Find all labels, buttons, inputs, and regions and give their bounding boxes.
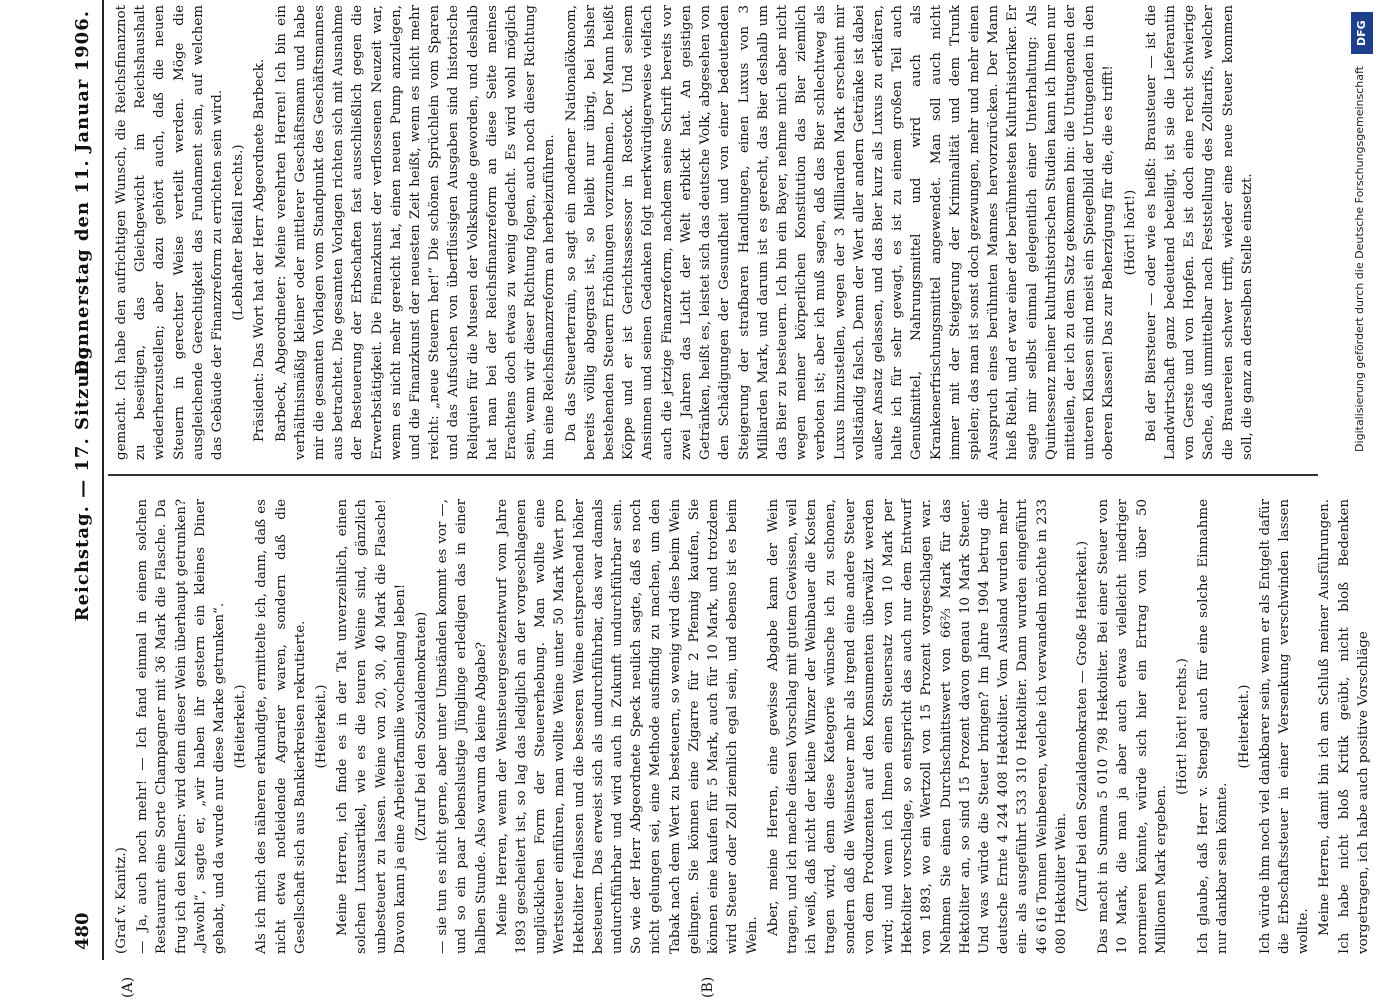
paragraph: Bei der Biersteuer — oder wie es heißt: Brausteuer — ist die Landwirtschaft ganz bedeutend beteiligt, ist sie die Lieferantin von Gerste und von Hopfen. Es ist doch eine recht schwierige Sache, daß unmittelbar nach Feststellung des Zolltarifs, welcher die Brauereien schwer trifft, wieder eine neue Steuer kommen soll, die ganz an derselben Stelle einsetzt. <box>1143 5 1255 460</box>
paragraph: — sie tun es nicht gerne, aber unter Umständen kommt es vor —, und so ein paar lebenslustige Jünglinge erledigen das in einer halben Stunde. Also warum da keine Abgabe? <box>435 499 489 954</box>
funding-stamp <box>1351 6 1373 986</box>
margin-mark-a: (A) <box>120 976 136 998</box>
interjection: (Zuruf bei den Sozialdemokraten — Große Heiterkeit.) <box>1074 540 1090 913</box>
header-rule <box>102 0 104 960</box>
paragraph: Meine Herren, ich finde es in der Tat unverzeihlich, einen solchen Luxusartikel, wie es die teuren Weine sind, gänzlich unbesteuert zu lassen. Weine von 20, 30, 40 Mark die Flasche! Davon kann ja eine Arbeiterfamilie wochenlang leben! <box>335 499 408 954</box>
session-title: Reichstag. — 17. Sitzung. <box>72 338 93 622</box>
paragraph: Da das Steuerterrain, so sagt ein moderner Nationalökonom, bereits völlig abgegrast ist, so bleibt nur übrig, bei bisher bestehenden Steuern Erhöhungen vorzunehmen. Der Mann heißt Köppe und er ist Gerichtsassessor in Rostock. Und seinem Ansinnen und seinen Gedanken folgt merkwürdigerweise vielfach auch die jetzige Finanzreform, nachdem seine Schrift bereits vor zwei Jahren das Licht der Welt erblickt hat. An geistigen Getränken, heißt es, leistet sich das deutsche Volk, abgesehen von den Schädigungen der Gesundheit und von einer bedeutenden Steigerung der strafbaren Handlungen, einen Luxus von 3 Milliarden Mark, und darum ist es gerecht, das Bier deshalb um das Bier zu besteuern. Ich bin ein Bayer, nehme mich aber nicht wegen meiner körperlichen Konstitution das Bier ziemlich verboten ist; aber ich muß sagen, daß das Bier schlechtweg als Luxus hinzustellen, wegen der 3 Milliarden Mark erscheint mir vollständig falsch. Denn der Wert aller andern Getränke ist dabei außer Ansatz gelassen, und das Bier kurz als Luxus zu erklären, halte ich für sehr gewagt, es ist zu einem großen Teil auch Genußmittel, Nahrungsmittel und wird auch als Krankenerfrischungsmittel angewendet. Man soll auch nicht immer mit der Steigerung der Kriminalität und dem Trunk spielen; das man ist sonst doch gezwungen, mehr und mehr einen Ausspruch eines berühmten Mannes hervorzurücken. Der Mann hieß Riehl, und er war einer der berühmtesten Kulturhistoriker. Er sagte mir selbst einmal gelegentlich einer Unterhaltung: Als Quintessenz meiner kulturhistorischen Studien kann ich Ihnen nur mitteilen, der ich zu dem Satz gekommen bin: die Untugenden der unteren Klassen sind meist ein Spiegelbild der Untugenden in den oberen Klassen! Das zur Beherzigung für die, die es trifft! <box>563 5 1117 460</box>
interjection: (Heiterkeit.) <box>233 684 249 769</box>
paragraph: Als ich mich des näheren erkundigte, ermittelte ich, dann, daß es nicht etwa notleidende Agrarier waren, sondern daß die Gesellschaft sich aus Bankierkreisen rekrutierte. <box>254 499 308 954</box>
interjection: (Hört! hört! rechts.) <box>1174 658 1190 795</box>
paragraph: Ich würde ihm noch viel dankbarer sein, wenn er als Entgelt dafür die Erbschaftssteuer in einer Versenkung verschwinden lassen wollte. <box>1257 499 1312 954</box>
paragraph: Ich glaube, daß Herr v. Stengel auch für eine solche Einnahme nur dankbar sein könnte. <box>1196 499 1231 954</box>
interjection: (Lebhafter Beifall rechts.) <box>231 144 247 321</box>
paragraph: Meine Herren, damit bin ich am Schluß meiner Ausführungen. Ich habe nicht bloß Kritik geübt, nicht bloß Bedenken vorgetragen, ich habe auch positive Vorschläge <box>1317 499 1371 954</box>
right-column <box>112 5 1259 460</box>
interjection: (Heiterkeit.) <box>314 684 330 769</box>
paragraph: Meine Herren, wenn der Weinsteuergesetzentwurf vom Jahre 1893 gescheitert ist, so lag das lediglich an der vorgeschlagenen unglücklichen Form der Steuererhebung. Man wollte eine Wertsteuer einführen, man wollte Weine unter 50 Mark Wert pro Hektoliter freilassen und die besseren Weine entsprechend höher besteuern. Das erweist sich als undurchführbar, das war damals undurchführbar und wird auch in Zukunft undurchführbar sein. So wie der Herr Abgeordnete Speck neulich sagte, daß es noch nicht gelungen sei, eine Methode ausfindig zu machen, um den Tabak nach dem Wert zu besteuern, so wenig wird dies beim Wein gelingen. Sie können eine Zigarre für 2 Pfennig kaufen, Sie können eine kaufen für 5 Mark, auch für 10 Mark, und trotzdem wird Steuer oder Zoll ziemlich egal sein, und ebenso ist es beim Wein. <box>494 499 760 954</box>
session-date: Donnerstag den 11. Januar 1906. <box>72 10 93 376</box>
speaker-ref: (Graf v. Kanitz.) <box>114 847 129 954</box>
page-header <box>60 0 104 960</box>
president-statement: Präsident: Das Wort hat der Herr Abgeordnete Barbeck. <box>252 58 268 442</box>
paragraph: gemacht. Ich habe den aufrichtigen Wunsch, die Reichsfinanznot zu beseitigen, das Gleichgewicht im Reichshaushalt wiederherzustellen; aber dazu gehört auch, daß die neuen Steuern in gerechter Weise verteilt werden. Möge die ausgleichende Gerechtigkeit das Fundament sein, auf welchem das Gebäude der Finanzreform zu errichten sein wird. <box>114 5 226 460</box>
dfg-logo: DFG <box>1351 12 1373 54</box>
left-column <box>112 499 1375 954</box>
column-divider <box>108 474 1318 476</box>
interjection: (Zuruf bei den Sozialdemokraten) <box>414 611 430 842</box>
funding-text: Digitalisierung gefördert durch die Deutsche Forschungsgemeinschaft <box>1353 66 1366 452</box>
margin-mark-b: (B) <box>700 976 716 998</box>
interjection: (Hört! hört!) <box>1122 189 1138 276</box>
paragraph: Aber, meine Herren, eine gewisse Abgabe kann der Wein tragen, und ich mache diesen Vorschlag mit gutem Gewissen, weil ich weiß, daß nicht der kleine Winzer der Weinbauer die Kosten tragen wird, denn diese Kategorie wünsche ich zu schonen, sondern daß die Weinsteuer mehr als irgend eine andere Steuer von dem Produzenten auf den Konsumenten überwälzt werden wird; und wenn ich Ihnen einen Steuersatz von 10 Mark per Hektoliter vorschlage, so entspricht das auch nur dem Entwurf von 1893, wo ein Wertzoll von 15 Prozent vorgeschlagen war. Nehmen Sie einen Durchschnittswert von 66⅔ Mark für das Hektoliter an, so sind 15 Prozent davon genau 10 Mark Steuer. Und was würde die Steuer bringen? Im Jahre 1904 betrug die deutsche Ernte 4 244 408 Hektoliter. Vom Ausland wurden mehr ein- als ausgeführt 533 310 Hektoliter. Dann wurden eingeführt 46 616 Tonnen Weinbeeren, welche ich verwandeln möchte in 233 080 Hektoliter Wein. <box>765 499 1069 954</box>
paragraph: Barbeck, Abgeordneter: Meine verehrten Herren! Ich bin ein verhältnismäßig kleiner oder mittlerer Geschäftsmann und habe mir die gesamten Vorlagen vom Standpunkt des Geschäftsmannes aus betrachtet. Die gesamten Vorlagen richten sich mit Ausnahme der Besteuerung der Erbschaften fast ausschließlich gegen die Erwerbstätigkeit. Die Finanzkunst der verflossenen Neuzeit war, wenn es nicht mehr gereicht hat, einen neuen Pump anzulegen, und die Finanzkunst der neuesten Zeit heißt, wenn es nicht mehr reicht: „neue Steuern her!“ Die schönen Sprüchlein vom Sparen und das Aufsuchen von überflüssigen Ausgaben sind historische Reliquien für die Museen der Volkskunde geworden, und deshalb hat man bei der Reichsfinanzreform an diese Seite meines Erachtens doch etwas zu wenig gedacht. Es wird wohl möglich sein, wenn wir dieser Richtung folgen, auch noch dieser Richtung hin eine Reichsfinanzreform an herbeizuführen. <box>273 5 558 460</box>
page-number: 480 <box>72 912 93 950</box>
paragraph: — Ja, auch noch mehr! — Ich fand einmal in einem solchen Restaurant eine Sorte Champagner mit 36 Mark die Flasche. Da frug ich den Kellner: wird denn dieser Wein überhaupt getrunken? „Jawohl“, sagte er, „wir haben ihr gestern ein kleines Diner gehabt, und da wurde nur diese Marke getrunken“. <box>135 499 228 954</box>
interjection: (Heiterkeit.) <box>1236 684 1252 769</box>
paragraph: Das macht in Summa 5 010 798 Hektoliter. Bei einer Steuer von 10 Mark, die man ja aber auch etwas vielleicht niedriger normieren könnte, würde sich hier ein Ertrag von über 50 Millionen Mark ergeben. <box>1096 499 1169 954</box>
